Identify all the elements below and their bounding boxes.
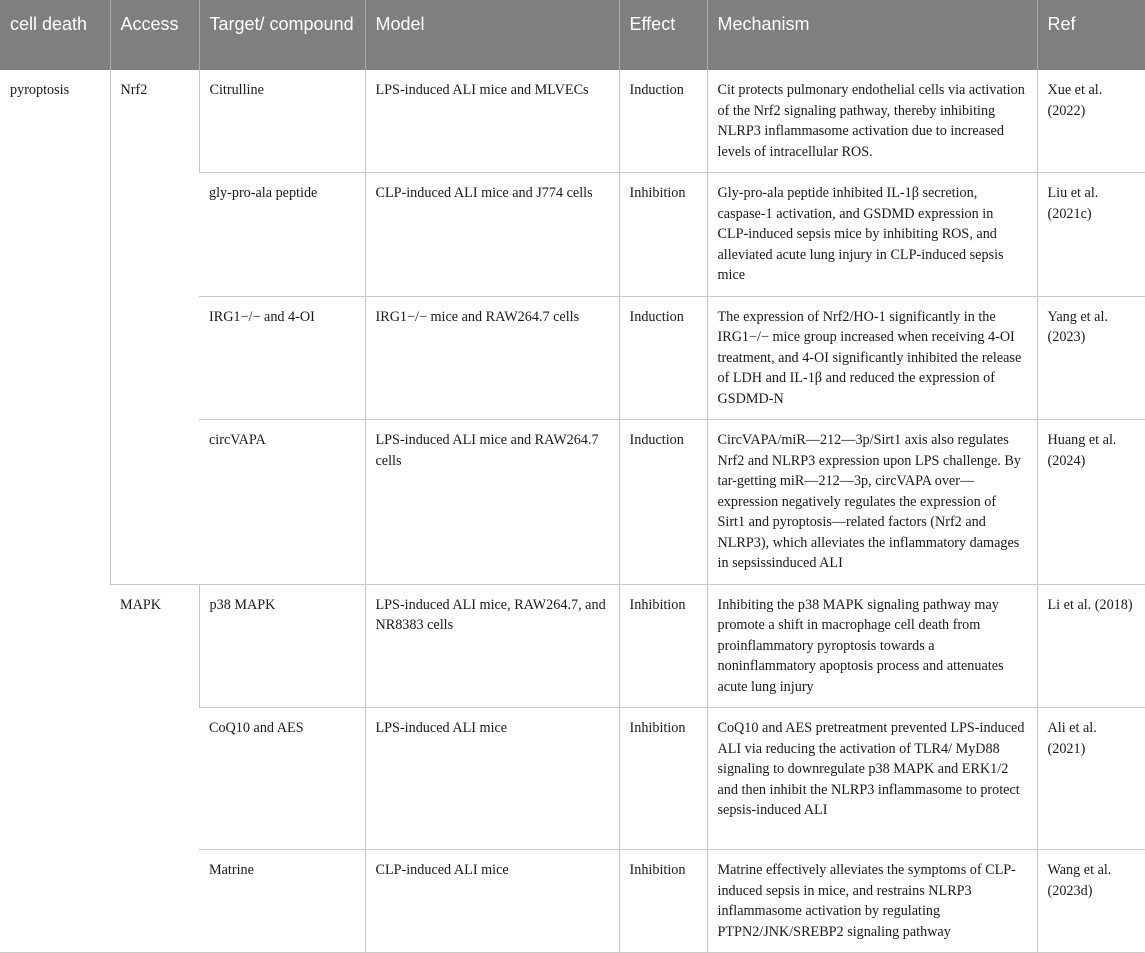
target-cell: p38 MAPK [199,584,365,708]
target-cell: gly-pro-ala peptide [199,173,365,297]
model-cell: LPS-induced ALI mice and RAW264.7 cells [365,420,619,585]
mechanism-cell: Cit protects pulmonary endothelial cells via activation of the Nrf2 signaling pathway, thereby inhibiting NLRP3 inflammasome activation due to increased levels of intracellular ROS. [707,70,1037,173]
mechanism-cell: Inhibiting the p38 MAPK signaling pathway may promote a shift in macrophage cell death from proinflammatory pyroptosis towards a noninflammatory apoptosis process and attenuates acute lung injury [707,584,1037,708]
effect-cell: Induction [619,296,707,420]
target-cell: Matrine [199,850,365,953]
header-model: Model [365,0,619,70]
header-ref: Ref [1037,0,1145,70]
access-cell-nrf2: Nrf2 [110,70,199,584]
ref-cell: Xue et al. (2022) [1037,70,1145,173]
effect-cell: Inhibition [619,850,707,953]
table-header [0,0,1145,70]
header-row [0,0,1145,70]
ref-cell: Ali et al. (2021) [1037,708,1145,850]
model-cell: LPS-induced ALI mice and MLVECs [365,70,619,173]
ref-cell: Wang et al. (2023d) [1037,850,1145,953]
cell-death-cell: pyroptosis [0,70,110,953]
mechanism-cell: CoQ10 and AES pretreatment prevented LPS-induced ALI via reducing the activation of TLR4/ MyD88 signaling to downregulate p38 MAPK and ERK1/2 and then inhibit the NLRP3 inflammasome to protect sepsis-induced ALI [707,708,1037,850]
mechanism-cell: The expression of Nrf2/HO-1 significantly in the IRG1−/− mice group increased when receiving 4-OI treatment, and 4-OI significantly inhibited the release of LDH and IL-1β and reduced the expression of GSDMD-N [707,296,1037,420]
model-cell: CLP-induced ALI mice and J774 cells [365,173,619,297]
effect-cell: Induction [619,70,707,173]
header-access: Access [110,0,199,70]
mechanism-cell: CircVAPA/miR—212—3p/Sirt1 axis also regulates Nrf2 and NLRP3 expression upon LPS challenge. By tar-getting miR—212—3p, circVAPA over—expression negatively regulates the expression of Sirt1 and pyroptosis—related factors (Nrf2 and NLRP3), which alleviates the inflammatory damages in sepsissinduced ALI [707,420,1037,585]
model-cell: LPS-induced ALI mice [365,708,619,850]
ref-cell: Huang et al. (2024) [1037,420,1145,585]
model-cell: LPS-induced ALI mice, RAW264.7, and NR8383 cells [365,584,619,708]
header-cell-death: cell death [0,0,110,70]
table-row [0,584,1145,708]
effect-cell: Induction [619,420,707,585]
ref-cell: Li et al. (2018) [1037,584,1145,708]
mechanism-cell: Gly-pro-ala peptide inhibited IL-1β secretion, caspase-1 activation, and GSDMD expression in CLP-induced sepsis mice by inhibiting ROS, and alleviated acute lung injury in CLP-induced sepsis mice [707,173,1037,297]
target-cell: Citrulline [199,70,365,173]
effect-cell: Inhibition [619,708,707,850]
table-body [0,70,1145,953]
target-cell: circVAPA [199,420,365,585]
mechanism-cell: Matrine effectively alleviates the symptoms of CLP-induced sepsis in mice, and restrains NLRP3 inflammasome activation by regulating PTPN2/JNK/SREBP2 signaling pathway [707,850,1037,953]
ref-cell: Liu et al. (2021c) [1037,173,1145,297]
target-cell: IRG1−/− and 4-OI [199,296,365,420]
ref-cell: Yang et al. (2023) [1037,296,1145,420]
access-cell-mapk: MAPK [110,584,199,953]
table-row [0,70,1145,173]
header-target: Target/ compound [199,0,365,70]
effect-cell: Inhibition [619,584,707,708]
effect-cell: Inhibition [619,173,707,297]
model-cell: CLP-induced ALI mice [365,850,619,953]
target-cell: CoQ10 and AES [199,708,365,850]
header-effect: Effect [619,0,707,70]
header-mechanism: Mechanism [707,0,1037,70]
model-cell: IRG1−/− mice and RAW264.7 cells [365,296,619,420]
